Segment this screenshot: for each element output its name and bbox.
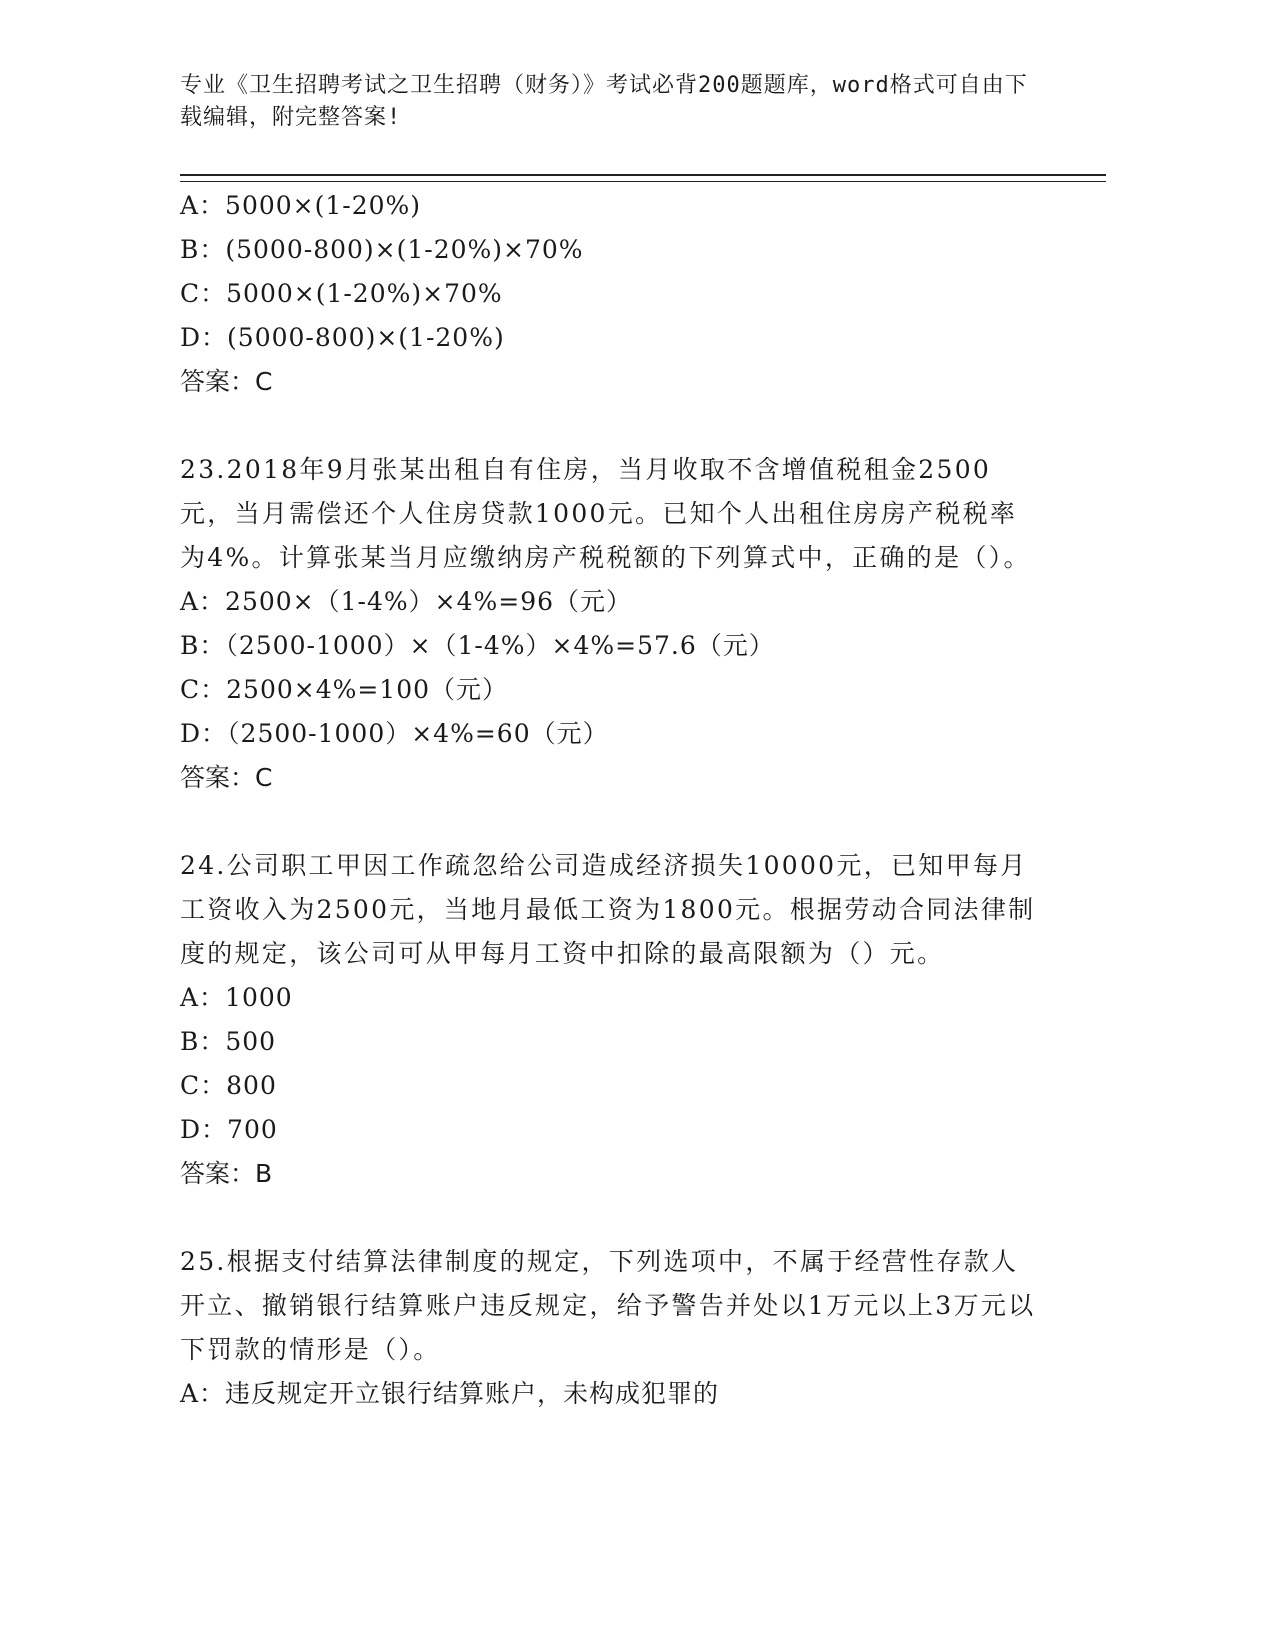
option-d: D：(5000-800)×(1-20%) [180,323,505,352]
answer-line: 答案：C [180,367,273,396]
header-rule-thick [180,174,1106,176]
option-c: C：800 [180,1071,277,1100]
spacer [180,800,1040,844]
answer-line: 答案：C [180,763,273,792]
question-23 [180,448,1040,800]
document-header: 专业《卫生招聘考试之卫生招聘（财务）》考试必背200题题库，word格式可自由下载编辑，附完整答案! [180,73,1028,130]
option-c: C：5000×(1-20%)×70% [180,279,503,308]
question-25 [180,1240,1040,1416]
option-d: D：700 [180,1115,278,1144]
spacer [180,404,1040,448]
option-a: A：2500×（1-4%）×4%=96（元） [180,587,633,616]
option-b: B：（2500-1000）×（1-4%）×4%=57.6（元） [180,631,775,660]
question-text: 25.根据支付结算法律制度的规定，下列选项中，不属于经营性存款人开立、撤销银行结算账户违反规定，给予警告并处以1万元以上3万元以下罚款的情形是（）。 [180,1247,1036,1364]
answer-line: 答案：B [180,1159,273,1188]
option-d: D：（2500-1000）×4%=60（元） [180,719,609,748]
spacer [180,1196,1040,1240]
option-b: B：500 [180,1027,277,1056]
header-rule-thin [180,181,1106,182]
question-24 [180,844,1040,1196]
option-b: B：(5000-800)×(1-20%)×70% [180,235,584,264]
question-text: 24.公司职工甲因工作疏忽给公司造成经济损失10000元，已知甲每月工资收入为2500元，当地月最低工资为1800元。根据劳动合同法律制度的规定，该公司可从甲每月工资中扣除的最高限额为（）元。 [180,851,1036,968]
question-text: 23.2018年9月张某出租自有住房，当月收取不含增值税租金2500元，当月需偿还个人住房贷款1000元。已知个人出租住房房产税税率为4%。计算张某当月应缴纳房产税税额的下列算式中，正确的是（）。 [180,455,1031,572]
partial-question [180,184,1040,404]
option-a: A：1000 [180,983,293,1012]
option-a: A：5000×(1-20%) [180,191,422,220]
option-c: C：2500×4%=100（元） [180,675,509,704]
option-a: A：违反规定开立银行结算账户，未构成犯罪的 [180,1379,720,1408]
question-content [180,184,1040,1416]
